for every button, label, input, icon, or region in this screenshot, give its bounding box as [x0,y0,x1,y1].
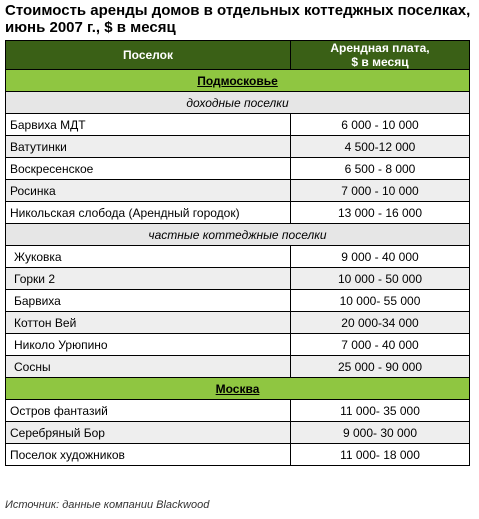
table-row [6,158,470,180]
rent-value: 13 000 - 16 000 [291,202,470,224]
table-row [6,180,470,202]
region-row-moscow-region [6,70,470,92]
settlement-name: Никольская слобода (Арендный городок) [6,202,291,224]
rent-value: 20 000-34 000 [291,312,470,334]
settlement-name: Коттон Вей [6,312,291,334]
subsection-label: доходные поселки [6,92,470,114]
rent-table [5,40,470,466]
settlement-name: Поселок художников [6,444,291,466]
settlement-name: Росинка [6,180,291,202]
table-row [6,202,470,224]
subsection-label: частные коттеджные поселки [6,224,470,246]
header-settlement: Поселок [6,41,291,70]
header-rent-line-2: $ в месяц [351,55,409,69]
table-row [6,312,470,334]
settlement-name: Ватутинки [6,136,291,158]
source-note: Источник: данные компании Blackwood [5,499,210,511]
rent-value: 7 000 - 40 000 [291,334,470,356]
table-row [6,246,470,268]
table-row [6,422,470,444]
region-label: Подмосковье [6,70,470,92]
settlement-name: Воскресенское [6,158,291,180]
settlement-name: Барвиха МДТ [6,114,291,136]
rent-value: 11 000- 35 000 [291,400,470,422]
header-rent-line-1: Арендная плата, [330,41,430,55]
rent-value: 9 000 - 40 000 [291,246,470,268]
rent-value: 7 000 - 10 000 [291,180,470,202]
rent-value: 10 000- 55 000 [291,290,470,312]
table-row [6,136,470,158]
rent-value: 4 500-12 000 [291,136,470,158]
settlement-name: Николо Урюпино [6,334,291,356]
table-row [6,444,470,466]
table-row [6,356,470,378]
settlement-name: Горки 2 [6,268,291,290]
table-row [6,290,470,312]
title-line-1: Стоимость аренды домов в отдельных коттеджных поселках, [5,2,471,19]
settlement-name: Жуковка [6,246,291,268]
rent-value: 9 000- 30 000 [291,422,470,444]
page-title [5,2,475,36]
rent-value: 25 000 - 90 000 [291,356,470,378]
table-row [6,114,470,136]
rent-value: 6 500 - 8 000 [291,158,470,180]
table-header-row [6,41,470,70]
table-row [6,400,470,422]
rent-value: 6 000 - 10 000 [291,114,470,136]
rent-value: 10 000 - 50 000 [291,268,470,290]
settlement-name: Барвиха [6,290,291,312]
settlement-name: Сосны [6,356,291,378]
header-rent [291,41,470,70]
settlement-name: Серебряный Бор [6,422,291,444]
settlement-name: Остров фантазий [6,400,291,422]
rent-value: 11 000- 18 000 [291,444,470,466]
title-line-2: июнь 2007 г., $ в месяц [5,19,176,36]
table-row [6,334,470,356]
subsection-row-income [6,92,470,114]
table-row [6,268,470,290]
region-label: Москва [6,378,470,400]
region-row-moscow [6,378,470,400]
subsection-row-private [6,224,470,246]
